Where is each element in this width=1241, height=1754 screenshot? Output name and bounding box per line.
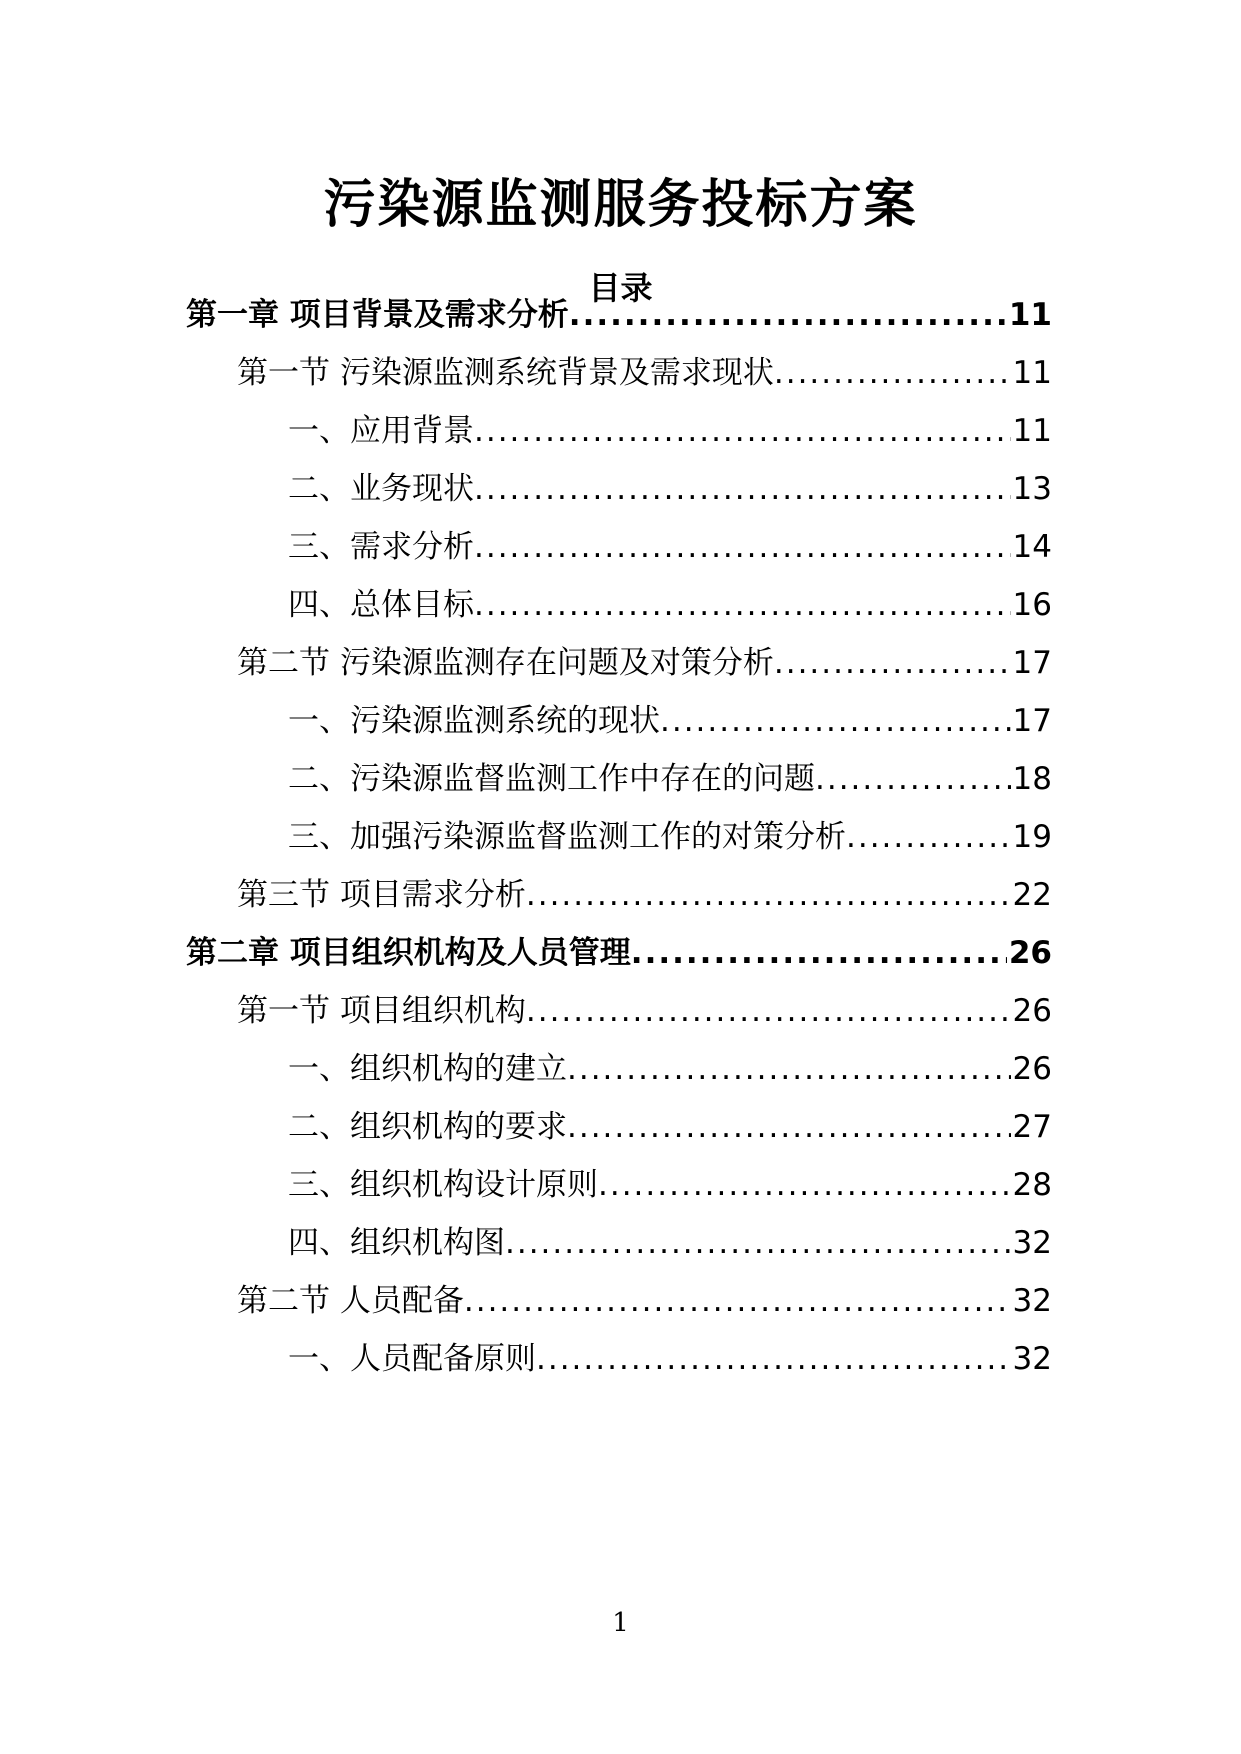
toc-entry-page: 11 bbox=[1012, 413, 1052, 449]
toc-leader-dots bbox=[598, 1162, 1011, 1208]
toc-entry-text: 一、应用背景 bbox=[288, 413, 474, 449]
toc-entry-subsection[interactable] bbox=[288, 1220, 1052, 1266]
toc-entry-text: 一、人员配备原则 bbox=[288, 1341, 536, 1377]
toc-leader-dots bbox=[567, 1104, 1011, 1150]
toc-entry-text: 第一章 项目背景及需求分析 bbox=[186, 297, 569, 333]
toc-leader-dots bbox=[774, 350, 1011, 396]
toc-entry-text: 二、污染源监督监测工作中存在的问题 bbox=[288, 761, 815, 797]
toc-entry-text: 二、业务现状 bbox=[288, 471, 474, 507]
toc-entry-text: 三、组织机构设计原则 bbox=[288, 1167, 598, 1203]
toc-entry-text: 第二章 项目组织机构及人员管理 bbox=[186, 935, 631, 971]
toc-entry-page: 27 bbox=[1012, 1109, 1052, 1145]
toc-leader-dots bbox=[660, 698, 1011, 744]
toc-entry-subsection[interactable] bbox=[288, 582, 1052, 628]
toc-entry-text: 二、组织机构的要求 bbox=[288, 1109, 567, 1145]
toc-entry-page: 26 bbox=[1012, 1051, 1052, 1087]
toc-entry-subsection[interactable] bbox=[288, 466, 1052, 512]
toc-entry-section[interactable] bbox=[237, 988, 1052, 1034]
toc-entry-subsection[interactable] bbox=[288, 408, 1052, 454]
toc-entry-section[interactable] bbox=[237, 350, 1052, 396]
toc-entry-page: 17 bbox=[1012, 645, 1052, 681]
toc-entry-subsection[interactable] bbox=[288, 814, 1052, 860]
toc-entry-chapter[interactable] bbox=[186, 930, 1052, 976]
toc-entry-text: 四、组织机构图 bbox=[288, 1225, 505, 1261]
toc-entry-page: 11 bbox=[1012, 355, 1052, 391]
toc-entry-subsection[interactable] bbox=[288, 1162, 1052, 1208]
toc-leader-dots bbox=[846, 814, 1011, 860]
toc-entry-page: 18 bbox=[1012, 761, 1052, 797]
toc-entry-subsection[interactable] bbox=[288, 1336, 1052, 1382]
toc-entry-subsection[interactable] bbox=[288, 524, 1052, 570]
toc-entry-text: 第三节 项目需求分析 bbox=[237, 877, 526, 913]
toc-entry-page: 32 bbox=[1012, 1225, 1052, 1261]
toc-entry-page: 16 bbox=[1012, 587, 1052, 623]
toc-entry-text: 第一节 污染源监测系统背景及需求现状 bbox=[237, 355, 774, 391]
toc-entry-subsection[interactable] bbox=[288, 1046, 1052, 1092]
toc-leader-dots bbox=[474, 582, 1011, 628]
toc-leader-dots bbox=[569, 292, 1007, 338]
toc-entry-page: 19 bbox=[1012, 819, 1052, 855]
toc-entry-section[interactable] bbox=[237, 872, 1052, 918]
toc-entry-page: 32 bbox=[1012, 1341, 1052, 1377]
document-title: 污染源监测服务投标方案 bbox=[323, 175, 918, 235]
toc-entry-section[interactable] bbox=[237, 640, 1052, 686]
toc-entry-page: 26 bbox=[1008, 935, 1052, 971]
toc-entry-page: 13 bbox=[1012, 471, 1052, 507]
toc-leader-dots bbox=[505, 1220, 1011, 1266]
toc-entry-text: 一、组织机构的建立 bbox=[288, 1051, 567, 1087]
toc-entry-subsection[interactable] bbox=[288, 756, 1052, 802]
toc-entry-text: 第二节 人员配备 bbox=[237, 1283, 464, 1319]
toc-leader-dots bbox=[815, 756, 1011, 802]
toc-leader-dots bbox=[567, 1046, 1011, 1092]
toc-entry-text: 第一节 项目组织机构 bbox=[237, 993, 526, 1029]
toc-leader-dots bbox=[474, 524, 1011, 570]
toc-entry-text: 第二节 污染源监测存在问题及对策分析 bbox=[237, 645, 774, 681]
page-number: 1 bbox=[612, 1608, 629, 1638]
toc-entry-page: 22 bbox=[1012, 877, 1052, 913]
toc-entry-text: 三、需求分析 bbox=[288, 529, 474, 565]
toc-entry-chapter[interactable] bbox=[186, 292, 1052, 338]
toc-leader-dots bbox=[526, 872, 1011, 918]
toc-entry-subsection[interactable] bbox=[288, 698, 1052, 744]
toc-entry-subsection[interactable] bbox=[288, 1104, 1052, 1150]
toc-entry-text: 三、加强污染源监督监测工作的对策分析 bbox=[288, 819, 846, 855]
toc-leader-dots bbox=[464, 1278, 1011, 1324]
toc-leader-dots bbox=[474, 408, 1011, 454]
toc-leader-dots bbox=[474, 466, 1011, 512]
toc-entry-page: 32 bbox=[1012, 1283, 1052, 1319]
toc-entry-section[interactable] bbox=[237, 1278, 1052, 1324]
toc-entry-page: 26 bbox=[1012, 993, 1052, 1029]
toc-leader-dots bbox=[631, 930, 1007, 976]
toc-leader-dots bbox=[536, 1336, 1011, 1382]
toc-entry-text: 一、污染源监测系统的现状 bbox=[288, 703, 660, 739]
toc-entry-text: 四、总体目标 bbox=[288, 587, 474, 623]
toc-entry-page: 14 bbox=[1012, 529, 1052, 565]
toc-entry-page: 17 bbox=[1012, 703, 1052, 739]
toc-heading: 目录 bbox=[588, 269, 653, 307]
toc-entry-page: 28 bbox=[1012, 1167, 1052, 1203]
toc-leader-dots bbox=[774, 640, 1011, 686]
toc-entry-page: 11 bbox=[1008, 297, 1052, 333]
toc-leader-dots bbox=[526, 988, 1011, 1034]
